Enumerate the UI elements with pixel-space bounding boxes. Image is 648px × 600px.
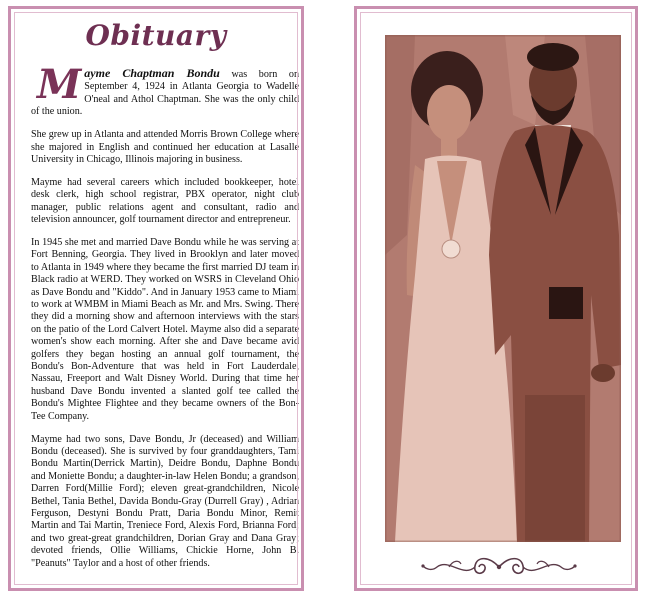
paragraph-education: She grew up in Atlanta and attended Morris Brown College where she majored in English and continued her education at Lasalle University in Chicago, Illinois majoring in business.	[31, 129, 299, 165]
page-title: Obituary	[85, 19, 227, 52]
paragraph-birth	[31, 61, 299, 119]
drop-cap: M	[37, 61, 82, 108]
obituary-text-panel	[8, 6, 304, 591]
scroll-ornament-icon	[419, 554, 579, 580]
paragraph-radio-career: In 1945 she met and married Dave Bondu while he was serving at Fort Benning, Georgia. They lived in Brooklyn and later moved to Atlanta in 1949 where they became the first married DJ team in Black radio at WERD. They worked on WSRS in Cleveland Ohio as Dave Bondu and "Kiddo". And in January 1953 came to Miami to work at WMBM in Miami Beach as Mr. and Mrs. Swing. There they did a morning show and afternoon interviews with the stars on the patio of the Lord Calvert Hotel. Mayme also did a separate women's show each morning. After she and Dave became avid golfers they began hosting an annual golf tournament, the Bondu's Bon-Adventure that was held in Fort Lauderdale, Nassau, Freeport and Walt Disney World. During that time her husband Dave Bondu invented a slanted golf tee called the Bondu's Mightee Flightee and they became owners of the Bon-Tee Company.	[31, 236, 299, 422]
couple-photo	[385, 35, 621, 542]
obituary-body	[31, 61, 299, 581]
paragraph-careers: Mayme had several careers which included bookkeeper, hotel desk clerk, high school registrar, PBX operator, night club manager, public relations agent and consultant, radio and television announcer, golf tournament director and entrepreneur.	[31, 176, 299, 226]
paragraph-survivors: Mayme had two sons, Dave Bondu, Jr (deceased) and William Bondu (deceased). She is survived by four granddaughters, Tami Bondu Martin(Derrick Martin), Deidre Bondu, Daphne Bondu and Moniette Bondu; a daughter-in-law Helen Bondu; a grandson, Darren Ford(Millie Ford); eleven great-grandchildren, Nicole Bethel, Tania Bethel, Davida Bondu-Gray (Durrell Gray) , Adrian Ferguson, Destyni Bondu Pratt, Daria Bondu Minor, Remit Martin and Tai Martin, Treniece Ford, Alexis Ford, Brianna Ford; and two great-great grandchildren, Dorian Gray and Dana Gray; devoted friends, Ollie Williams, Chickie Horne, John B. "Peanuts" Taylor and a host of other friends.	[31, 433, 299, 569]
paragraph-birth-text: was born on September 4, 1924 in Atlanta Georgia to Wadelle O'neal and Athol Chaptman. She was the only child of the union.	[31, 69, 299, 118]
name-lead: ayme Chaptman Bondu	[84, 66, 220, 80]
photo-panel	[354, 6, 638, 591]
couple-photo-illustration	[385, 35, 621, 542]
